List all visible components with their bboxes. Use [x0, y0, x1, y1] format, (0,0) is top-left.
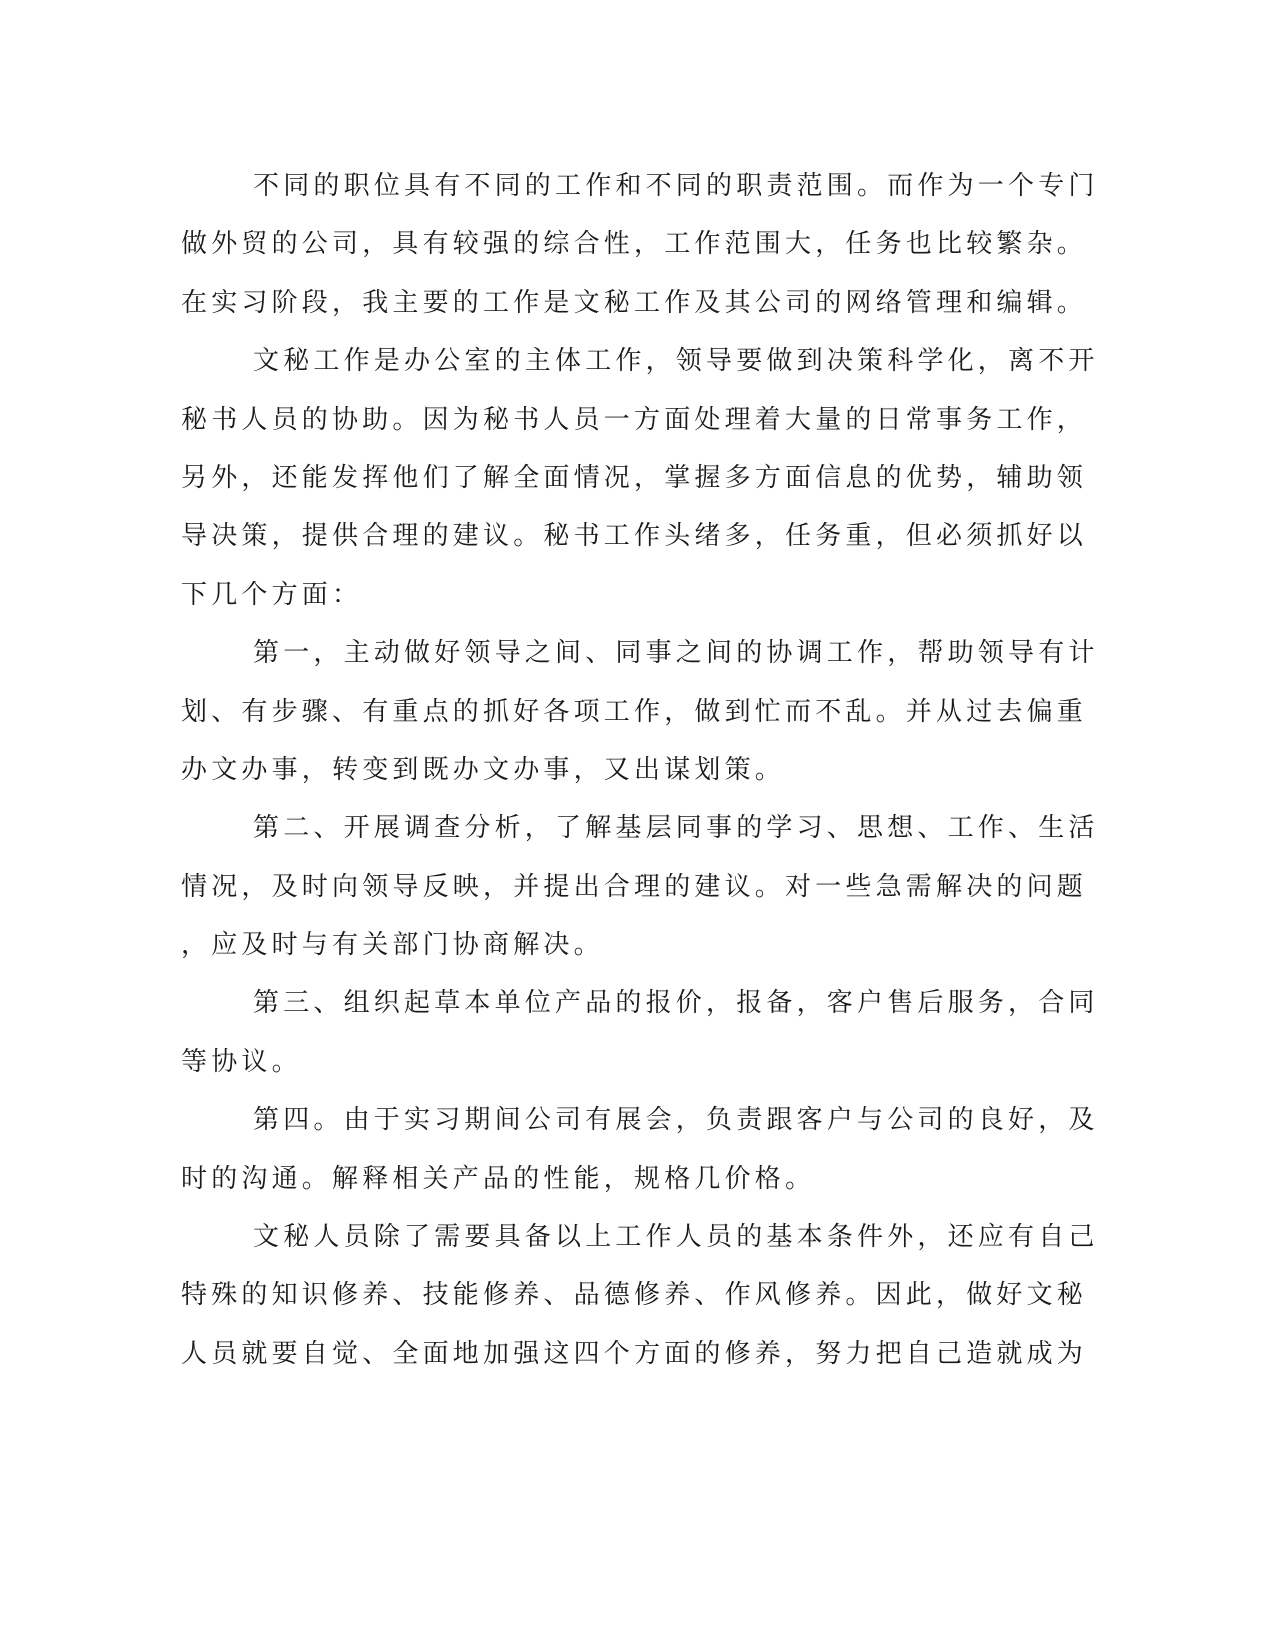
paragraph — [181, 157, 1099, 332]
text-line: 特殊的知识修养、技能修养、品德修养、作风修养。因此，做好文秘 — [181, 1280, 1088, 1311]
text-line: 文秘人员除了需要具备以上工作人员的基本条件外，还应有自己 — [253, 1222, 1099, 1253]
paragraph — [181, 332, 1099, 624]
text-line: 秘书人员的协助。因为秘书人员一方面处理着大量的日常事务工作， — [181, 404, 1088, 435]
text-line: 划、有步骤、有重点的抓好各项工作，做到忙而不乱。并从过去偏重 — [181, 696, 1088, 727]
text-line: 办文办事，转变到既办文办事，又出谋划策。 — [181, 754, 786, 785]
text-line: 导决策，提供合理的建议。秘书工作头绪多，任务重，但必须抓好以 — [181, 521, 1088, 552]
text-line: 做外贸的公司，具有较强的综合性，工作范围大，任务也比较繁杂。 — [181, 229, 1088, 260]
text-line: 文秘工作是办公室的主体工作，领导要做到决策科学化，离不开 — [253, 346, 1099, 377]
text-line: 第四。由于实习期间公司有展会，负责跟客户与公司的良好，及 — [253, 1105, 1099, 1136]
paragraph — [181, 1091, 1099, 1208]
text-line: 在实习阶段，我主要的工作是文秘工作及其公司的网络管理和编辑。 — [181, 287, 1088, 318]
text-line: 时的沟通。解释相关产品的性能，规格几价格。 — [181, 1163, 816, 1194]
text-line: 另外，还能发挥他们了解全面情况，掌握多方面信息的优势，辅助领 — [181, 462, 1088, 493]
paragraph — [181, 624, 1099, 799]
paragraph — [181, 1208, 1099, 1383]
text-line: 等协议。 — [181, 1046, 302, 1077]
text-line: 情况，及时向领导反映，并提出合理的建议。对一些急需解决的问题 — [181, 871, 1088, 902]
text-line: 第三、组织起草本单位产品的报价，报备，客户售后服务，合同 — [253, 988, 1099, 1019]
text-line: 不同的职位具有不同的工作和不同的职责范围。而作为一个专门 — [253, 171, 1099, 201]
text-line: 下几个方面： — [181, 579, 363, 610]
text-line: 人员就要自觉、全面地加强这四个方面的修养，努力把自己造就成为 — [181, 1338, 1088, 1369]
document-body — [181, 157, 1099, 1383]
paragraph — [181, 974, 1099, 1091]
paragraph — [181, 799, 1099, 974]
text-line: 第二、开展调查分析，了解基层同事的学习、思想、工作、生活 — [253, 813, 1099, 844]
text-line: ，应及时与有关部门协商解决。 — [181, 930, 604, 961]
text-line: 第一，主动做好领导之间、同事之间的协调工作，帮助领导有计 — [253, 638, 1099, 669]
